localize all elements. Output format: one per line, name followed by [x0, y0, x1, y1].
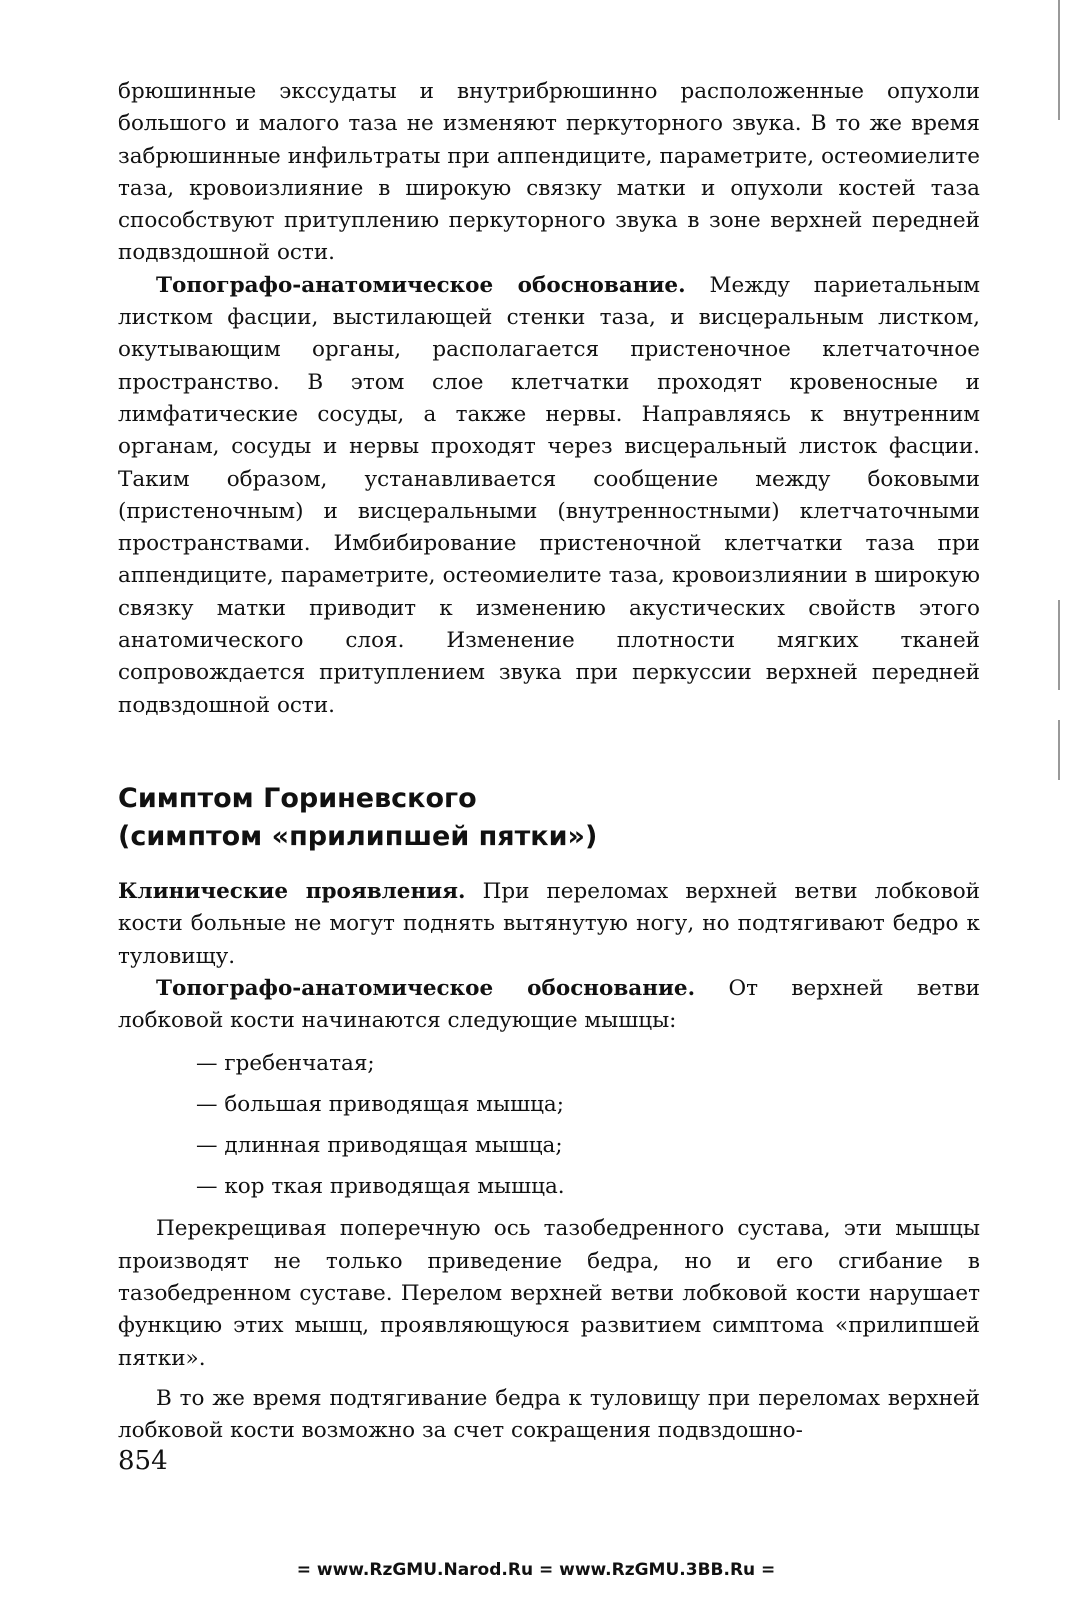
list-item: — большая приводящая мышца;: [196, 1092, 564, 1118]
scan-edge-mark: [1058, 720, 1060, 780]
list-item: — гребенчатая;: [196, 1051, 375, 1077]
paragraph-lead: Топографо-анатомическое обоснование.: [156, 272, 686, 298]
list-item: — длинная приводящая мышца;: [196, 1133, 563, 1159]
paragraph-lead: Топографо-анатомическое обоснование.: [156, 975, 696, 1001]
muscle-list: [196, 1043, 980, 1207]
paragraph-function: [118, 1213, 980, 1374]
page-number: 854: [118, 1446, 168, 1476]
page-body: [118, 76, 980, 1448]
footer-watermark: = www.RzGMU.Narod.Ru = www.RzGMU.3BB.Ru =: [296, 1560, 776, 1580]
paragraph-continued: [118, 76, 980, 270]
paragraph-clinical: [118, 876, 980, 973]
section-heading: [118, 780, 980, 856]
list-item: — кор ткая приводящая мышца.: [196, 1174, 565, 1200]
scan-edge-mark: [1058, 600, 1060, 690]
paragraph-topo-1: [118, 270, 980, 722]
paragraph-text: В то же время подтягивание бедра к туловищу при переломах верхней лобковой кости возможно за счет сокращения подвздошно-: [118, 1385, 980, 1444]
paragraph-text: Между париетальным листком фасции, выстилающей стенки таза, и висцеральным листком, окутывающим органы, располагается пристеночное клетчаточное пространство. В этом слое клетчатки проходят кровеносные и лимфатические сосуды, а также нервы. Направляясь к внутренним органам, сосуды и нервы проходят через висцеральный листок фасции. Таким образом, устанавливается сообщение между боковыми (пристеночным) и висцеральными (внутренностными) клетчаточными пространствами. Имбибирование пристеночной клетчатки таза при аппендиците, параметрите, остеомиелите таза, кровоизлиянии в широкую связку матки приводит к изменению акустических свойств этого анатомического слоя. Изменение плотности мягких тканей сопровождается притуплением звука при перкуссии верхней передней подвздошной ости.: [118, 272, 980, 718]
paragraph-text: При переломах верхней ветви лобковой кости больные не могут поднять вытянутую ногу, но подтягивают бедро к туловищу.: [118, 878, 980, 969]
paragraph-text: Перекрещивая поперечную ось тазобедренного сустава, эти мышцы производят не только приведение бедра, но и его сгибание в тазобедренном суставе. Перелом верхней ветви лобковой кости нарушает функцию этих мышц, проявляющуюся развитием симптома «прилипшей пятки».: [118, 1216, 980, 1371]
scan-edge-mark: [1058, 0, 1060, 120]
paragraph-text: брюшинные экссудаты и внутрибрюшинно расположенные опухоли большого и малого таза не изменяют перкуторного звука. В то же время забрюшинные инфильтраты при аппендиците, параметрите, остеомиелите таза, кровоизлияние в широкую связку матки и опухоли костей таза способствуют притуплению перкуторного звука в зоне верхней передней подвздошной ости.: [118, 79, 980, 266]
paragraph-final: [118, 1383, 980, 1448]
section-heading-line2: (симптом «прилипшей пятки»): [118, 820, 598, 852]
paragraph-topo-2: [118, 973, 980, 1038]
paragraph-lead: Клинические проявления.: [118, 878, 466, 904]
section-heading-line1: Симптом Гориневского: [118, 782, 477, 814]
paragraph-text: От верхней ветви лобковой кости начинаются следующие мышцы:: [118, 975, 981, 1034]
